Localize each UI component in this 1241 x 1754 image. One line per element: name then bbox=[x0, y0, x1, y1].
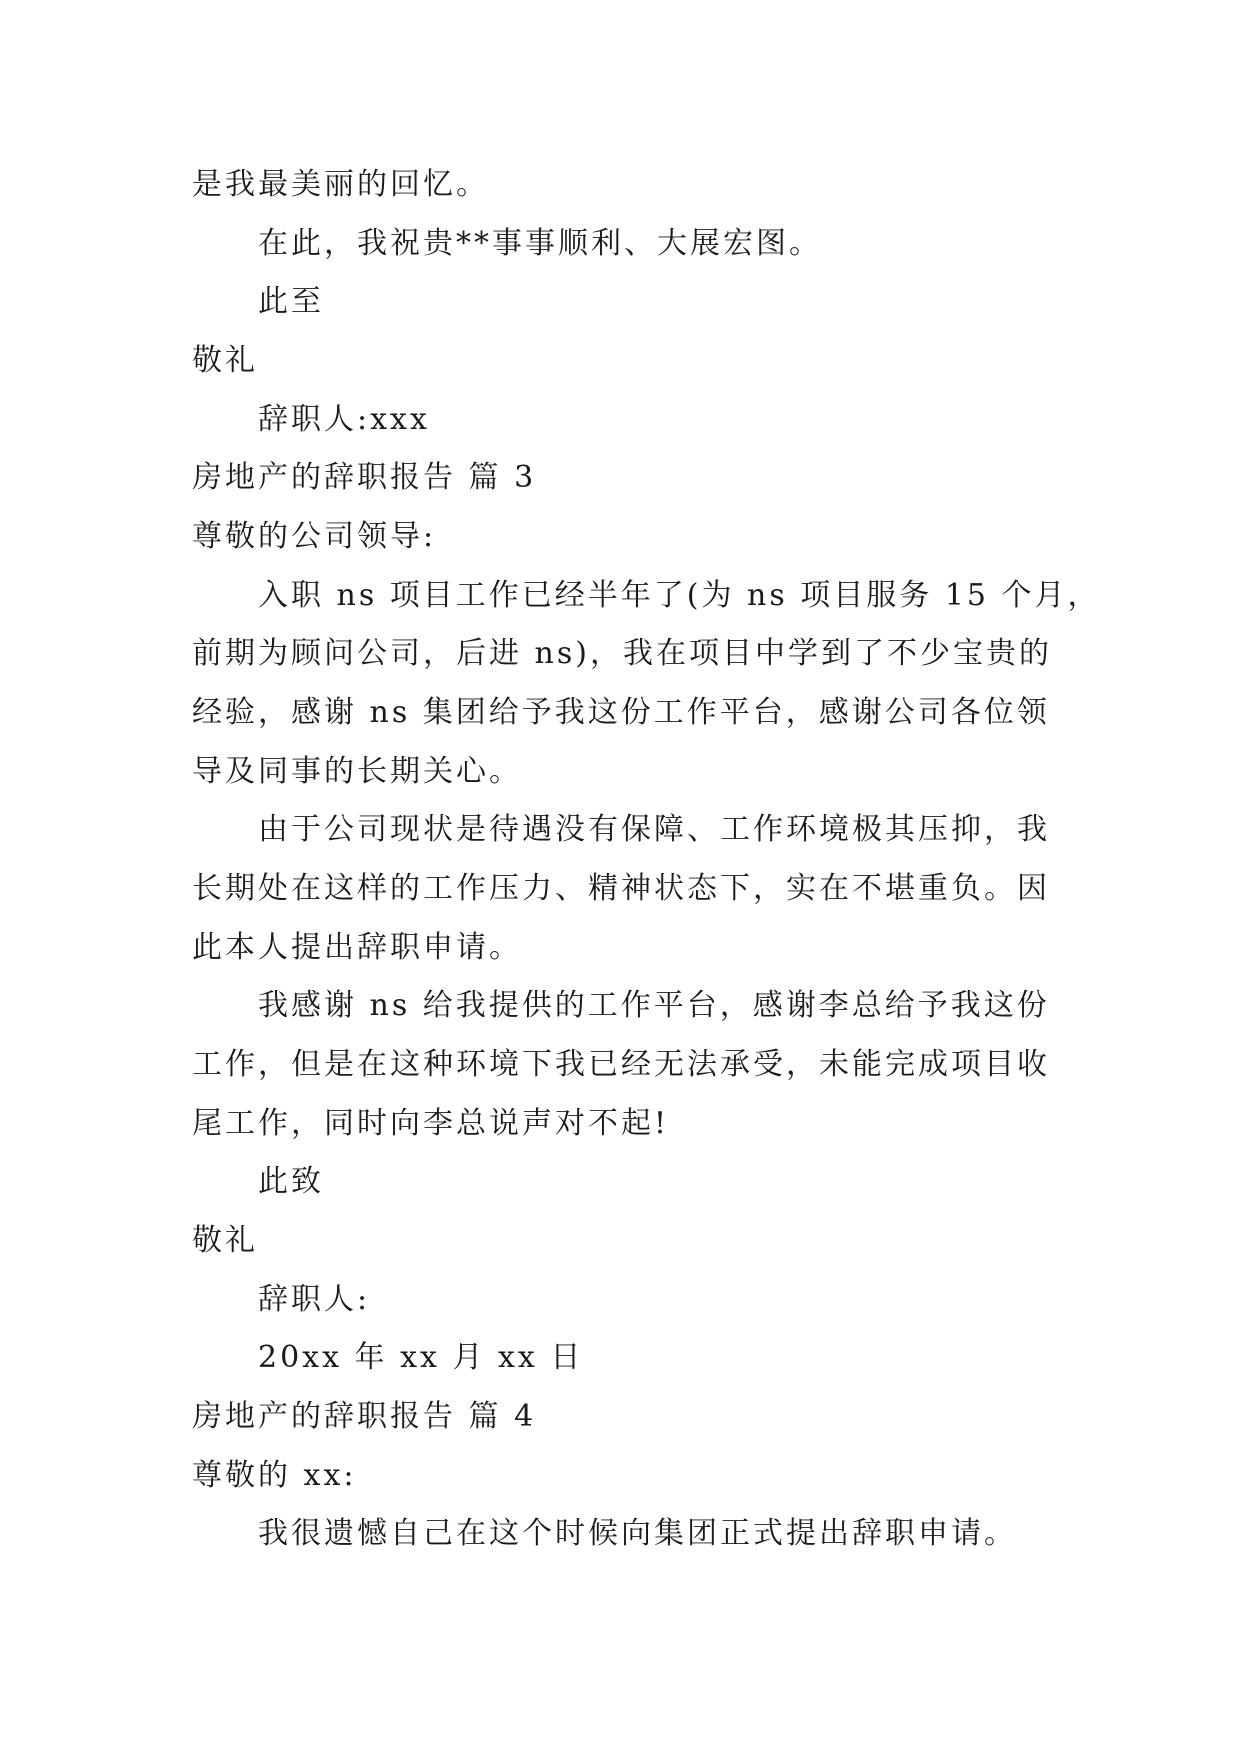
text-line: 此本人提出辞职申请。 bbox=[192, 930, 522, 965]
salutation: 尊敬的公司领导: bbox=[192, 519, 437, 554]
text-line: 此至 bbox=[258, 284, 324, 319]
date-line: 20xx 年 xx 月 xx 日 bbox=[258, 1340, 584, 1375]
text-line: 长期处在这样的工作压力、精神状态下，实在不堪重负。因 bbox=[192, 871, 1050, 906]
text-line: 在此，我祝贵**事事顺利、大展宏图。 bbox=[258, 226, 822, 261]
text-line: 我很遗憾自己在这个时候向集团正式提出辞职申请。 bbox=[258, 1516, 1017, 1551]
text-line: 入职 ns 项目工作已经半年了(为 ns 项目服务 15 个月， bbox=[258, 578, 1101, 613]
text-line: 我感谢 ns 给我提供的工作平台，感谢李总给予我这份 bbox=[258, 988, 1050, 1023]
text-line: 尾工作，同时向李总说声对不起! bbox=[192, 1106, 670, 1141]
text-line: 导及同事的长期关心。 bbox=[192, 754, 522, 789]
text-line: 前期为顾问公司，后进 ns)，我在项目中学到了不少宝贵的 bbox=[192, 636, 1052, 671]
text-line: 辞职人: bbox=[258, 1282, 371, 1317]
text-line: 由于公司现状是待遇没有保障、工作环境极其压抑，我 bbox=[258, 812, 1050, 847]
text-line: 是我最美丽的回忆。 bbox=[192, 167, 489, 202]
salutation: 尊敬的 xx: bbox=[192, 1458, 357, 1493]
text-line: 经验，感谢 ns 集团给予我这份工作平台，感谢公司各位领 bbox=[192, 695, 1050, 730]
section-heading: 房地产的辞职报告 篇 3 bbox=[192, 460, 537, 495]
section-heading: 房地产的辞职报告 篇 4 bbox=[192, 1399, 537, 1434]
text-line: 此致 bbox=[258, 1164, 324, 1199]
text-line: 辞职人:xxx bbox=[258, 402, 430, 437]
text-line: 敬礼 bbox=[192, 343, 258, 378]
text-line: 工作，但是在这种环境下我已经无法承受，未能完成项目收 bbox=[192, 1047, 1050, 1082]
text-line: 敬礼 bbox=[192, 1223, 258, 1258]
